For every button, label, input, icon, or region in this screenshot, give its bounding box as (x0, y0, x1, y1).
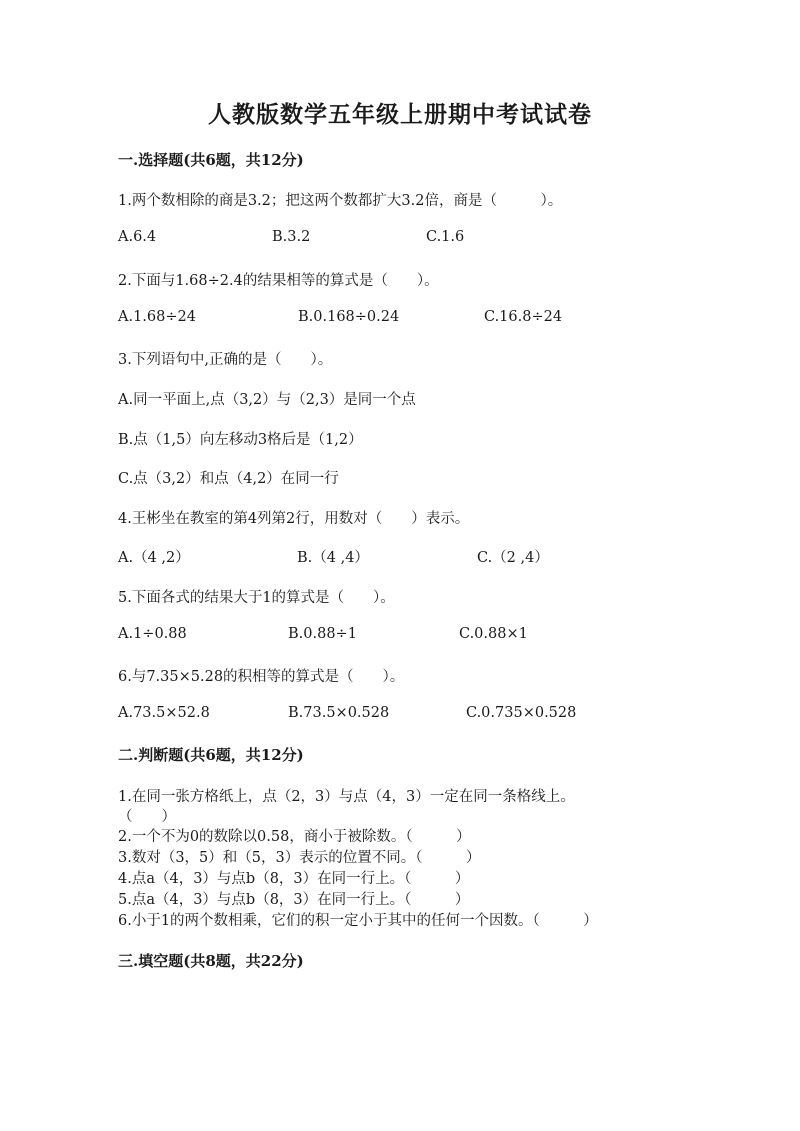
q4-option-b: B.（4 ,4） (297, 550, 369, 566)
tf-item-3: 3.数对（3，5）和（5，3）表示的位置不同。（ ） (118, 850, 481, 866)
q3-option-c: C.点（3,2）和点（4,2）在同一行 (118, 471, 339, 487)
q6-option-c: C.0.735×0.528 (466, 705, 577, 721)
q5-stem: 5.下面各式的结果大于1的算式是（ ）。 (118, 590, 395, 606)
tf-item-4: 4.点a（4，3）与点b（8，3）在同一行上。（ ） (118, 871, 470, 887)
q5-option-b: B.0.88÷1 (288, 626, 357, 642)
tf-item-2: 2.一个不为0的数除以0.58，商小于被除数。（ ） (118, 829, 471, 845)
q5-option-c: C.0.88×1 (459, 626, 528, 642)
q6-stem: 6.与7.35×5.28的积相等的算式是（ ）。 (118, 669, 405, 685)
q1-option-a: A.6.4 (118, 229, 157, 245)
q4-stem: 4.王彬坐在教室的第4列第2行，用数对（ ）表示。 (118, 511, 470, 527)
q2-option-c: C.16.8÷24 (484, 309, 563, 325)
q2-option-b: B.0.168÷0.24 (298, 309, 400, 325)
q4-option-c: C.（2 ,4） (477, 550, 549, 566)
q2-stem: 2.下面与1.68÷2.4的结果相等的算式是（ ）。 (118, 273, 439, 289)
tf-item-6: 6.小于1的两个数相乘，它们的积一定小于其中的任何一个因数。（ ） (118, 913, 598, 929)
q3-option-a: A.同一平面上,点（3,2）与（2,3）是同一个点 (118, 392, 416, 408)
section-3-heading: 三.填空题(共8题，共22分) (118, 952, 304, 970)
q1-stem: 1.两个数相除的商是3.2；把这两个数都扩大3.2倍，商是（ ）。 (118, 193, 563, 209)
section-2-heading: 二.判断题(共6题，共12分) (118, 746, 304, 764)
q6-option-a: A.73.5×52.8 (118, 705, 210, 721)
q1-option-c: C.1.6 (426, 229, 465, 245)
q6-option-b: B.73.5×0.528 (288, 705, 390, 721)
tf-item-1: 1.在同一张方格纸上，点（2，3）与点（4，3）一定在同一条格线上。 (118, 789, 575, 805)
q5-option-a: A.1÷0.88 (118, 626, 187, 642)
q3-stem: 3.下列语句中,正确的是（ ）。 (118, 352, 333, 368)
q3-option-b: B.点（1,5）向左移动3格后是（1,2） (118, 432, 363, 448)
q4-option-a: A.（4 ,2） (118, 550, 190, 566)
q1-option-b: B.3.2 (272, 229, 311, 245)
exam-title: 人教版数学五年级上册期中考试试卷 (208, 101, 592, 128)
section-1-heading: 一.选择题(共6题，共12分) (118, 151, 304, 169)
tf-item-1-blank: （ ） (118, 809, 176, 825)
tf-item-5: 5.点a（4，3）与点b（8，3）在同一行上。（ ） (118, 892, 470, 908)
q2-option-a: A.1.68÷24 (118, 309, 196, 325)
